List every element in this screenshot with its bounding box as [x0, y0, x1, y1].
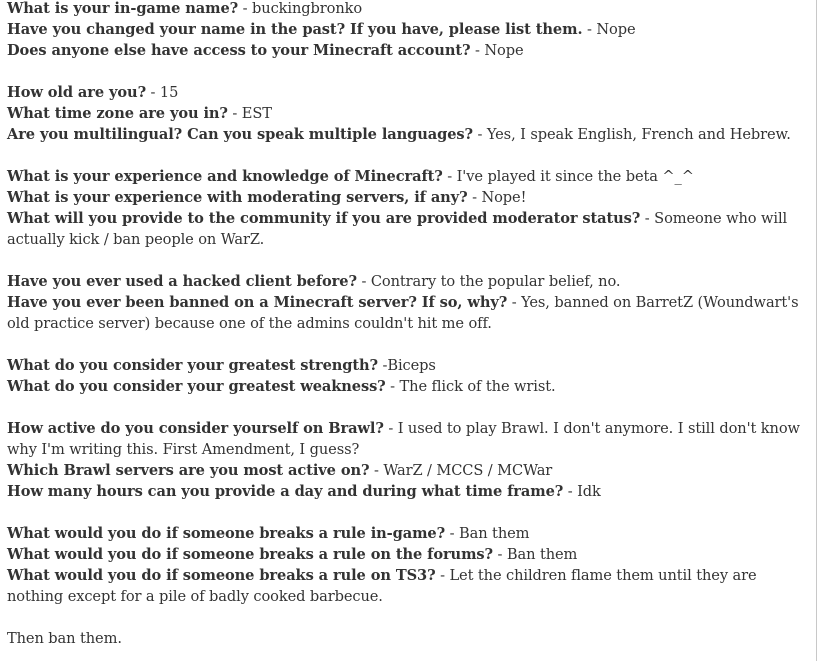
question: How active do you consider yourself on Brawl?	[7, 420, 384, 437]
answer: - Ban them	[492, 546, 578, 563]
question: Have you ever been banned on a Minecraft server? If so, why?	[7, 294, 508, 311]
qa-item-minecraft-experience	[7, 166, 807, 187]
answer: - Someone who will actually kick / ban people on WarZ.	[7, 210, 788, 248]
question: Have you ever used a hacked client before?	[7, 273, 357, 290]
answer: - Nope	[470, 42, 524, 59]
section-spacer	[7, 250, 807, 271]
qa-item-banned-history	[7, 292, 807, 334]
qa-item-weakness	[7, 376, 807, 397]
qa-item-hacked-client	[7, 271, 807, 292]
answer: - Yes, I speak English, French and Hebrew.	[472, 126, 791, 143]
qa-item-timezone	[7, 103, 807, 124]
question: How old are you?	[7, 84, 147, 101]
section-spacer	[7, 607, 807, 628]
answer: - buckingbronko	[238, 0, 363, 17]
question: How many hours can you provide a day and during what time frame?	[7, 483, 564, 500]
qa-item-activity	[7, 418, 807, 460]
answer: - The flick of the wrist.	[385, 378, 556, 395]
question: What do you consider your greatest weakness?	[7, 378, 386, 395]
section-spacer	[7, 145, 807, 166]
section-spacer	[7, 334, 807, 355]
qa-item-servers	[7, 460, 807, 481]
closing-line: Then ban them.	[7, 630, 122, 647]
answer: - WarZ / MCCS / MCWar	[369, 462, 553, 479]
question: Which Brawl servers are you most active on?	[7, 462, 370, 479]
qa-item-rule-ingame	[7, 523, 807, 544]
question: What is your experience and knowledge of Minecraft?	[7, 168, 443, 185]
question: What would you do if someone breaks a rule on TS3?	[7, 567, 436, 584]
qa-item-account-access	[7, 40, 807, 61]
answer: -Biceps	[378, 357, 436, 374]
qa-item-community-contribution	[7, 208, 807, 250]
question: What time zone are you in?	[7, 105, 228, 122]
answer: - Nope	[582, 21, 636, 38]
qa-item-ign	[7, 0, 807, 19]
answer: - 15	[146, 84, 179, 101]
qa-item-moderating-experience	[7, 187, 807, 208]
question: What will you provide to the community if you are provided moderator status?	[7, 210, 641, 227]
section-spacer	[7, 397, 807, 418]
application-post	[7, 0, 807, 649]
qa-item-languages	[7, 124, 807, 145]
answer: - Ban them	[445, 525, 530, 542]
question: Does anyone else have access to your Minecraft account?	[7, 42, 471, 59]
question: What would you do if someone breaks a rule on the forums?	[7, 546, 493, 563]
question: What is your experience with moderating servers, if any?	[7, 189, 468, 206]
section-spacer	[7, 502, 807, 523]
section-spacer	[7, 61, 807, 82]
answer: - Idk	[563, 483, 601, 500]
answer: - Let the children flame them until they are nothing except for a pile of badly cooked barbecue.	[7, 567, 757, 605]
qa-item-name-history	[7, 19, 807, 40]
question: What is your in-game name?	[7, 0, 239, 17]
qa-item-age	[7, 82, 807, 103]
question: What do you consider your greatest strength?	[7, 357, 378, 374]
answer: - Contrary to the popular belief, no.	[356, 273, 621, 290]
answer: - I've played it since the beta ^_^	[442, 168, 694, 185]
question: Have you changed your name in the past? If you have, please list them.	[7, 21, 583, 38]
qa-item-rule-ts3	[7, 565, 807, 607]
answer: - Nope!	[467, 189, 527, 206]
question: What would you do if someone breaks a rule in-game?	[7, 525, 446, 542]
answer: - I used to play Brawl. I don't anymore. I still don't know why I'm writing this. First Amendment, I guess?	[7, 420, 800, 458]
qa-item-hours	[7, 481, 807, 502]
answer: - Yes, banned on BarretZ (Woundwart's old practice server) because one of the admins couldn't hit me off.	[7, 294, 799, 332]
question: Are you multilingual? Can you speak multiple languages?	[7, 126, 473, 143]
answer: - EST	[227, 105, 272, 122]
qa-item-rule-forums	[7, 544, 807, 565]
qa-item-strength	[7, 355, 807, 376]
